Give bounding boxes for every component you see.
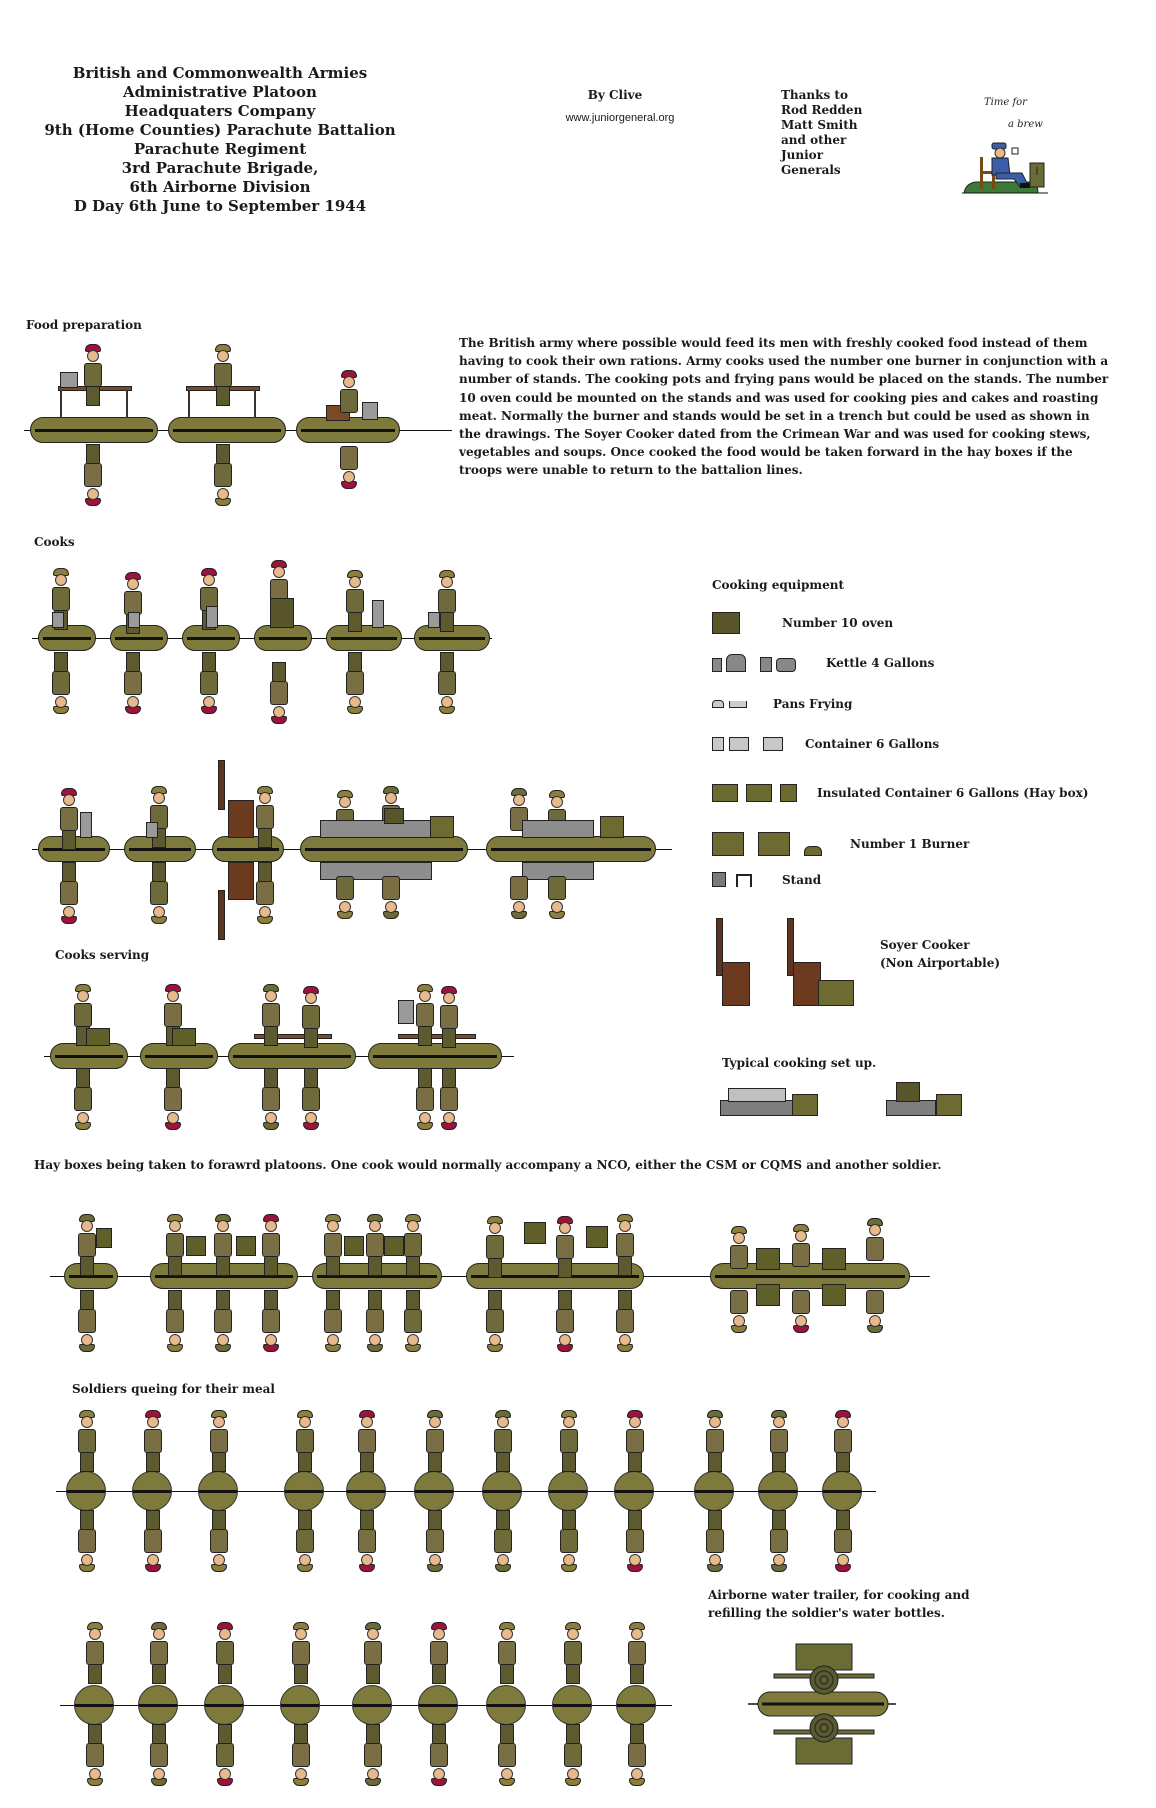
round-base [346, 1471, 386, 1511]
cook-figure-mirror [200, 652, 218, 714]
soldier-figure [78, 1214, 96, 1276]
cook-figure [214, 344, 232, 406]
queuing-soldier-mirror [86, 1724, 104, 1786]
round-base [552, 1685, 592, 1725]
cook-serving-figure-mirror [164, 1068, 182, 1130]
queuing-soldier [560, 1410, 578, 1472]
frying-pan-icon [712, 700, 747, 708]
oven-icon [384, 808, 404, 824]
burner-icon [712, 832, 822, 856]
thanks-line: Generals [781, 163, 841, 177]
base [140, 1043, 218, 1069]
cook-figure [270, 560, 288, 603]
queuing-soldier-mirror [626, 1510, 644, 1572]
hay-box-icon [172, 1028, 196, 1046]
queuing-soldier-mirror [498, 1724, 516, 1786]
base [326, 625, 402, 651]
queuing-soldier [358, 1410, 376, 1472]
soldier-figure-mirror [616, 1290, 634, 1352]
round-base [694, 1471, 734, 1511]
oven-icon [712, 612, 740, 634]
cook-figure-mirror [52, 652, 70, 714]
round-base [204, 1685, 244, 1725]
stand-table [398, 1034, 476, 1039]
stands-with-pots [320, 820, 432, 838]
hay-box-icon [186, 1236, 206, 1256]
container-icon [398, 1000, 414, 1024]
equipment-item-kettle [712, 654, 934, 672]
cook-serving-figure-mirror [74, 1068, 92, 1130]
thanks-block [781, 88, 862, 178]
soldier-figure-mirror [556, 1290, 574, 1352]
soldier-figure-mirror [866, 1290, 884, 1333]
queuing-soldier-mirror [210, 1510, 228, 1572]
queuing-soldier-mirror [706, 1510, 724, 1572]
queuing-soldier-mirror [494, 1510, 512, 1572]
baseline [56, 1491, 876, 1492]
kettle-icon [146, 822, 158, 838]
cook-serving-figure [302, 986, 320, 1048]
title-block [20, 64, 420, 216]
kettle-icon [128, 612, 140, 628]
soyer-cooker-label: Soyer Cooker [880, 938, 970, 952]
round-base [414, 1471, 454, 1511]
round-base [822, 1471, 862, 1511]
water-trailer-icon [748, 1640, 898, 1768]
cooks-serving-label: Cooks serving [55, 948, 150, 962]
seated-cook-figure [340, 370, 358, 413]
queuing-soldier-mirror [358, 1510, 376, 1572]
round-base [132, 1471, 172, 1511]
burner-icon [818, 980, 854, 1006]
queuing-soldier [426, 1410, 444, 1472]
pot-icon [60, 372, 78, 388]
soldiers-queuing-caption: Soldiers queing for their meal [72, 1382, 275, 1396]
soldier-figure [486, 1216, 504, 1278]
oven-icon [270, 598, 294, 628]
cook-serving-figure [416, 984, 434, 1046]
equipment-label: Pans Frying [773, 697, 853, 711]
queuing-soldier [498, 1622, 516, 1684]
equipment-label: Number 10 oven [782, 616, 894, 630]
queuing-soldier-mirror [430, 1724, 448, 1786]
soldier-figure-mirror [730, 1290, 748, 1333]
food-preparation-label: Food preparation [26, 318, 142, 332]
queuing-soldier-mirror [364, 1724, 382, 1786]
soldier-figure-mirror [166, 1290, 184, 1352]
cook-figure-mirror [382, 876, 400, 919]
cook-figure-mirror [346, 652, 364, 714]
queuing-soldier [494, 1410, 512, 1472]
equipment-item-container [712, 737, 939, 751]
queuing-soldier [706, 1410, 724, 1472]
stands-with-pots [522, 820, 594, 838]
base [300, 836, 468, 862]
round-base [352, 1685, 392, 1725]
cook-figure-mirror [84, 444, 102, 506]
title-line: British and Commonwealth Armies [72, 64, 368, 82]
cook-figure-mirror [124, 652, 142, 714]
website-link[interactable]: www.juniorgeneral.org [565, 112, 675, 124]
burner-icon [792, 1094, 818, 1116]
soldier-figure [262, 1214, 280, 1276]
soldier-figure [366, 1214, 384, 1276]
cook-serving-figure-mirror [416, 1068, 434, 1130]
title-line: Headquaters Company [124, 102, 316, 120]
round-base [284, 1471, 324, 1511]
queuing-soldier-mirror [296, 1510, 314, 1572]
equipment-label: Stand [782, 872, 822, 887]
queuing-soldier [770, 1410, 788, 1472]
kettle-icon [52, 612, 64, 628]
queuing-soldier [216, 1622, 234, 1684]
table-leg [188, 390, 190, 418]
title-line: Parachute Regiment [133, 140, 307, 158]
round-base [74, 1685, 114, 1725]
equipment-item-oven [712, 612, 893, 634]
cook-serving-figure-mirror [262, 1068, 280, 1130]
soldier-figure-mirror [324, 1290, 342, 1352]
oven-icon [896, 1082, 920, 1102]
stand-icon [712, 872, 752, 887]
time-for-a-brew-illustration [962, 95, 1054, 197]
equipment-label: Kettle 4 Gallons [826, 656, 935, 670]
round-base [758, 1471, 798, 1511]
queuing-soldier-mirror [628, 1724, 646, 1786]
soyer-chimney-icon [218, 760, 225, 810]
author-byline: By Clive [587, 88, 643, 102]
cook-figure-mirror [548, 876, 566, 919]
table-leg [254, 390, 256, 418]
round-base [280, 1685, 320, 1725]
soldier-figure-mirror [486, 1290, 504, 1352]
queuing-soldier-mirror [292, 1724, 310, 1786]
base [30, 417, 158, 443]
round-base [138, 1685, 178, 1725]
soldier-figure [792, 1224, 810, 1267]
round-base [486, 1685, 526, 1725]
cooking-equipment-heading: Cooking equipment [712, 578, 845, 592]
soldier-figure-mirror [262, 1290, 280, 1352]
thanks-line: Matt Smith [781, 118, 858, 132]
queuing-soldier [144, 1410, 162, 1472]
queuing-soldier [86, 1622, 104, 1684]
queuing-soldier-mirror [426, 1510, 444, 1572]
burner-icon [936, 1094, 962, 1116]
cook-figure [256, 786, 274, 848]
water-trailer-caption: refilling the soldier's water bottles. [708, 1606, 945, 1620]
hay-box-icon [756, 1248, 780, 1270]
cook-serving-figure [262, 984, 280, 1046]
kettle-icon [712, 654, 796, 672]
soldier-figure-mirror [214, 1290, 232, 1352]
hay-box-icon [756, 1284, 780, 1306]
base [228, 1043, 356, 1069]
queuing-soldier [292, 1622, 310, 1684]
queuing-soldier [296, 1410, 314, 1472]
title-line: 9th (Home Counties) Parachute Battalion [44, 121, 396, 139]
soldier-figure [556, 1216, 574, 1278]
queuing-soldier-mirror [834, 1510, 852, 1572]
hay-box-icon [586, 1226, 608, 1248]
soldier-figure [214, 1214, 232, 1276]
round-base [198, 1471, 238, 1511]
equipment-label: Number 1 Burner [850, 837, 970, 851]
pot-icon [362, 402, 378, 420]
burner-icon [600, 816, 624, 838]
kettle-icon [80, 812, 92, 838]
round-base [548, 1471, 588, 1511]
hay-box-icon [384, 1236, 404, 1256]
brew-caption: a brew [1008, 119, 1043, 130]
hay-box-icon [822, 1248, 846, 1270]
cook-figure [60, 788, 78, 850]
base [486, 836, 656, 862]
table-leg [126, 390, 128, 418]
cook-figure-mirror [214, 444, 232, 506]
soyer-cooker-icon [793, 962, 821, 1006]
cook-figure-mirror [438, 652, 456, 714]
cook-figure [438, 570, 456, 632]
hay-box-icon [712, 784, 797, 802]
kettle-icon [428, 612, 440, 628]
title-line: 3rd Parachute Brigade, [121, 159, 319, 177]
soyer-cooker-icon [722, 962, 750, 1006]
queuing-soldier [626, 1410, 644, 1472]
cook-figure-mirror [510, 876, 528, 919]
thanks-line: Rod Redden [781, 103, 863, 117]
title-line: 6th Airborne Division [129, 178, 311, 196]
equipment-item-stand [712, 872, 821, 887]
queuing-soldier-mirror [78, 1510, 96, 1572]
cooks-label: Cooks [34, 535, 75, 549]
queuing-soldier-mirror [144, 1510, 162, 1572]
base [368, 1043, 502, 1069]
soldier-figure [166, 1214, 184, 1276]
hay-box-icon [236, 1236, 256, 1256]
container-icon [728, 1088, 786, 1102]
queuing-soldier [430, 1622, 448, 1684]
round-base [616, 1685, 656, 1725]
cook-figure [84, 344, 102, 406]
cook-figure-mirror [60, 862, 78, 924]
round-base [66, 1471, 106, 1511]
container-icon [712, 737, 783, 751]
queuing-soldier-mirror [216, 1724, 234, 1786]
queuing-soldier-mirror [564, 1724, 582, 1786]
soyer-cooker-icon [228, 800, 254, 838]
hay-box-icon [86, 1028, 110, 1046]
burner-icon [430, 816, 454, 838]
cook-figure [150, 786, 168, 848]
hay-box-icon [524, 1222, 546, 1244]
stands-with-pots [720, 1100, 794, 1116]
water-trailer-caption: Airborne water trailer, for cooking and [708, 1588, 970, 1602]
round-base [614, 1471, 654, 1511]
queuing-soldier [150, 1622, 168, 1684]
soldier-figure-mirror [792, 1290, 810, 1333]
soldier-figure [730, 1226, 748, 1269]
base [254, 625, 312, 651]
stands-with-pots [886, 1100, 936, 1116]
queuing-soldier [628, 1622, 646, 1684]
soldier-figure [866, 1218, 884, 1261]
title-line: D Day 6th June to September 1944 [73, 197, 367, 215]
cook-serving-figure-mirror [302, 1068, 320, 1130]
queuing-soldier [564, 1622, 582, 1684]
soldier-figure-mirror [404, 1290, 422, 1352]
queuing-soldier [78, 1410, 96, 1472]
equipment-item-hay-box [712, 784, 1088, 802]
cook-figure [346, 570, 364, 632]
brew-soldier-icon [962, 95, 1054, 197]
thanks-line: and other [781, 133, 847, 147]
round-base [418, 1685, 458, 1725]
hay-boxes-caption: Hay boxes being taken to forawrd platoons. One cook would normally accompany a NCO, either the CSM or CQMS and another soldier. [34, 1158, 942, 1172]
description-paragraph: The British army where possible would feed its men with freshly cooked food instead of them having to cook their own rations. Army cooks used the number one burner in conjunction with a number of stands. The cooking pots and frying pans would be placed on the stands. The number 10 oven could be mounted on the stands and was used for cooking pies and cakes and roasting meat. Normally the burner and stands would be set in a trench but could be used as shown in the drawings. The Soyer Cooker dated from the Crimean War and was used for cooking stews, vegetables and soups. Once cooked the food would be taken forward in the hay boxes if the troops were unable to return to the battalion lines. [459, 336, 1109, 478]
title-line: Administrative Platoon [123, 83, 317, 101]
kettle-icon [372, 600, 384, 628]
cook-serving-figure [440, 986, 458, 1048]
queuing-soldier [210, 1410, 228, 1472]
soldier-figure [324, 1214, 342, 1276]
table-leg [60, 390, 62, 418]
cook-figure-mirror [270, 662, 288, 724]
equipment-item-burner [712, 832, 969, 856]
cook-serving-figure-mirror [440, 1068, 458, 1130]
soyer-cooker-mirror [228, 862, 254, 900]
equipment-label: Container 6 Gallons [805, 737, 940, 751]
thanks-line: Junior [781, 148, 824, 162]
round-base [482, 1471, 522, 1511]
soyer-chimney-icon [218, 890, 225, 940]
queuing-soldier [834, 1410, 852, 1472]
seated-cook-figure-mirror [340, 446, 358, 489]
equipment-item-frying-pans [712, 697, 852, 711]
typical-setup-label: Typical cooking set up. [722, 1056, 877, 1070]
kettle-icon [206, 606, 218, 628]
thanks-line: Thanks to [781, 88, 848, 102]
soldier-figure [404, 1214, 422, 1276]
queuing-soldier-mirror [770, 1510, 788, 1572]
soldier-figure-mirror [366, 1290, 384, 1352]
equipment-label: Insulated Container 6 Gallons (Hay box) [817, 786, 1089, 800]
brew-caption: Time for [984, 97, 1027, 108]
base [168, 417, 286, 443]
cook-figure-mirror [256, 862, 274, 924]
queuing-soldier-mirror [150, 1724, 168, 1786]
soldier-figure-mirror [78, 1290, 96, 1352]
base [50, 1043, 128, 1069]
hay-box-icon [822, 1284, 846, 1306]
queuing-soldier [364, 1622, 382, 1684]
soldier-figure [616, 1214, 634, 1276]
queuing-soldier-mirror [560, 1510, 578, 1572]
soyer-cooker-sublabel: (Non Airportable) [880, 956, 1001, 970]
cook-figure-mirror [336, 876, 354, 919]
cook-figure-mirror [150, 862, 168, 924]
hay-box-icon [96, 1228, 112, 1248]
hay-box-icon [344, 1236, 364, 1256]
